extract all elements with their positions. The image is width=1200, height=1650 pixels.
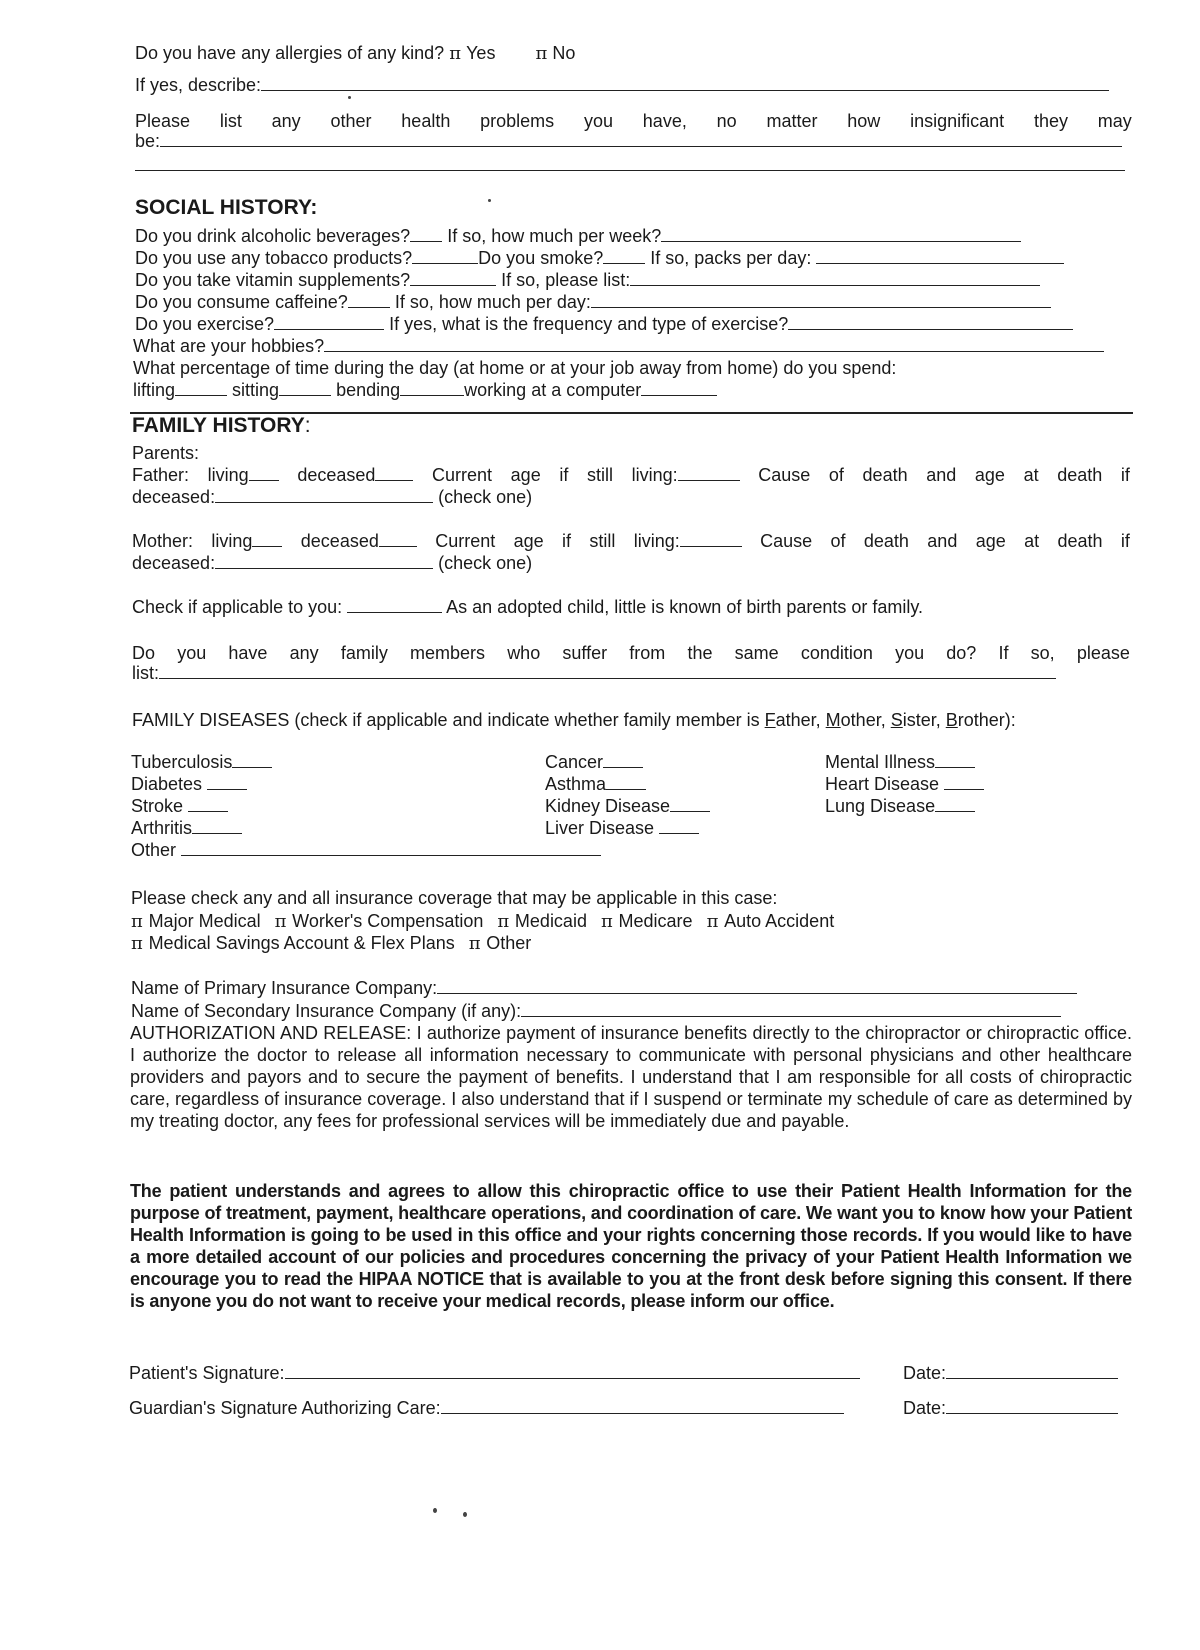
parents-label: Parents: [132,443,200,463]
family-diseases-heading: FAMILY DISEASES (check if applicable and indicate whether family member is Father, Mother, Sister, Brother): [132,710,1016,730]
family-members-word: so, [1030,643,1055,663]
allergies-question: Do you have any allergies of any kind? [135,43,445,63]
disease-label: Stroke [131,796,189,816]
adopted-line [132,596,923,618]
insurance-prompt: Please check any and all insurance coverage that may be applicable in this case: [131,888,778,908]
computer-field[interactable] [641,379,717,396]
father-word: Cause [758,465,811,485]
disease-label: Other [131,840,182,860]
computer-label: working at a computer [464,380,642,400]
hobbies-field[interactable] [324,335,1104,352]
social-history-heading: SOCIAL HISTORY: [135,196,318,219]
insurance-option-label: Medical Savings Account & Flex Plans [148,933,455,953]
disease-field[interactable] [944,773,984,790]
father-word: if [1120,465,1130,485]
family-history-heading: FAMILY HISTORY: [132,414,311,437]
health-problems-words [135,110,1132,132]
insurance-option-label: Major Medical [148,911,261,931]
health-problems-word: how [847,111,881,131]
disease-field[interactable] [232,751,272,768]
disease-label: Diabetes [131,774,208,794]
bending-label: bending [336,380,401,400]
authorization-paragraph: AUTHORIZATION AND RELEASE: I authorize payment of insurance benefits directly to the chiropractor or chiropractic office. I authorize the doctor to release all information necessary to communicate with personal physicians and other healthcare providers and payors and to secure the payment of benefits. I understand that I am responsible for all costs of chiropractic care, regardless of insurance coverage. I also understand that if I suspend or terminate my schedule of care as determined by my treating doctor, any fees for professional services will be immediately due and payable. [130,1023,1132,1131]
disease-field[interactable] [659,817,699,834]
insurance-checkbox[interactable]: π [600,911,619,932]
health-problems-word: no [716,111,737,131]
guardian-signature-line [129,1397,844,1419]
guardian-signature-label: Guardian's Signature Authorizing Care: [129,1398,441,1418]
disease-label: Mental Illness [825,752,936,772]
father-word: age [974,465,1005,485]
disease-field[interactable] [670,795,710,812]
mother-word: Mother: [132,531,194,551]
disease-row [545,773,646,795]
family-members-field[interactable] [159,662,1056,679]
allergy-describe-label: If yes, describe: [135,75,262,95]
hobbies-question: What are your hobbies? [133,336,325,356]
exercise-line [135,313,1073,335]
mother-word: at [1024,531,1040,551]
sitting-label: sitting [232,380,280,400]
disease-label: Heart Disease [825,774,945,794]
caffeine-field[interactable] [348,291,390,308]
allergies-line [135,42,575,65]
insurance-options-row-1 [131,910,848,933]
father-word: age [510,465,541,485]
vitamin-list-label: If so, please list: [501,270,631,290]
mother-field[interactable] [680,530,742,547]
tobacco-field[interactable] [412,247,478,264]
packs-field[interactable] [816,247,1064,264]
scan-speck [488,199,491,202]
vitamin-list-field[interactable] [630,269,1040,286]
mother-word: Cause [760,531,813,551]
father-deceased-line [132,486,532,508]
adopted-field[interactable] [347,596,442,613]
secondary-insurance-field[interactable] [521,1000,1061,1017]
time-percentage-line [133,379,717,401]
insurance-option[interactable] [131,911,261,931]
mother-field[interactable] [252,530,282,547]
insurance-options-row-2 [131,932,545,955]
scan-speck [348,96,351,99]
allergy-describe-field[interactable] [261,74,1109,91]
insurance-option-label: Other [486,933,532,953]
patient-signature-line [129,1362,860,1384]
father-check-one: (check one) [438,487,533,507]
mother-cause-field[interactable] [215,552,433,569]
caffeine-question: Do you consume caffeine? [135,292,348,312]
health-problems-word: other [330,111,372,131]
father-word: and [926,465,957,485]
health-problems-word: Please [135,111,191,131]
insurance-option-label: Worker's Compensation [292,911,484,931]
disease-label: Kidney Disease [545,796,671,816]
father-field[interactable] [375,464,413,481]
allergy-yes-label: Yes [466,43,496,63]
secondary-insurance-line [131,1000,1061,1022]
disease-row [545,751,643,773]
insurance-option-label: Medicaid [514,911,587,931]
patient-date-label: Date: [903,1363,947,1383]
family-members-word: suffer [562,643,608,663]
exercise-frequency-field[interactable] [788,313,1073,330]
packs-question: If so, packs per day: [650,248,812,268]
health-problems-tail: be: [135,131,161,151]
insurance-option[interactable] [601,911,693,931]
insurance-option[interactable] [131,933,455,953]
health-problems-tail-line [135,130,1122,152]
disease-field[interactable] [603,751,643,768]
father-word: living [208,464,279,486]
exercise-frequency-label: If yes, what is the frequency and type of exercise? [389,314,789,334]
insurance-checkbox[interactable]: π [131,911,149,932]
disease-label: Liver Disease [545,818,660,838]
guardian-date-field[interactable] [946,1397,1118,1414]
allergy-no-checkbox[interactable]: π [535,43,548,64]
insurance-option-label: Auto Accident [724,911,835,931]
father-word: Father: [132,465,190,485]
vitamin-question: Do you take vitamin supplements? [135,270,411,290]
smoke-field[interactable] [603,247,645,264]
mother-deceased-label: deceased: [132,553,216,573]
father-word: living: [632,464,740,486]
insurance-checkbox[interactable]: π [468,933,487,954]
primary-insurance-line [131,977,1077,999]
hobbies-line [133,335,1104,357]
family-members-word: condition [800,643,873,663]
alcohol-question: Do you drink alcoholic beverages? [135,226,411,246]
family-members-word: members [410,643,486,663]
family-members-word: who [507,643,541,663]
mother-word: age [975,531,1006,551]
hipaa-paragraph: The patient understands and agrees to allow this chiropractic office to use their Patient Health Information for the purpose of treatment, payment, healthcare operations, and coordination of care. We want you to know how your Patient Health Information is going to be used in this office and your rights concerning those records. If you would like to have a more detailed account of our policies and procedures concerning the privacy of your Patient Health Information we encourage you to read the HIPAA NOTICE that is available to you at the front desk before signing this consent. If there is anyone you do not want to receive your medical records, please inform our office. [130,1181,1132,1311]
mother-word: living: [634,530,742,552]
disease-field[interactable] [606,773,646,790]
family-members-word: from [629,643,666,663]
tobacco-question: Do you use any tobacco products? [135,248,413,268]
mother-word: of [830,531,846,551]
insurance-checkbox[interactable]: π [131,933,149,954]
family-members-line [132,642,1130,664]
insurance-option-label: Medicare [618,911,693,931]
alcohol-amount-field[interactable] [661,225,1021,242]
mother-deceased-line [132,552,532,574]
primary-insurance-field[interactable] [437,977,1077,994]
patient-signature-field[interactable] [285,1362,860,1379]
disease-row [545,795,710,817]
health-problems-word: any [271,111,301,131]
alcohol-line [135,225,1021,247]
scan-speck [433,1508,437,1513]
father-word: Current [432,465,493,485]
mother-word: death [1057,531,1103,551]
lifting-field[interactable] [175,379,227,396]
caffeine-line [135,291,1051,313]
insurance-option[interactable] [707,911,835,931]
smoke-question: Do you smoke? [478,248,604,268]
health-problems-field[interactable] [160,130,1122,147]
health-problems-word: they [1033,111,1068,131]
patient-date-line [903,1362,1118,1384]
alcohol-amount-label: If so, how much per week? [447,226,662,246]
disease-row [131,839,601,861]
caffeine-amount-label: If so, how much per day: [394,292,591,312]
father-word: death [1057,465,1103,485]
father-line [132,464,1130,486]
patient-date-field[interactable] [946,1362,1118,1379]
father-word: if [559,465,569,485]
father-cause-field[interactable] [215,486,433,503]
father-word: still [586,465,613,485]
sitting-field[interactable] [279,379,331,396]
disease-field[interactable] [935,751,975,768]
family-members-tail: list: [132,663,159,683]
disease-label: Cancer [545,752,604,772]
disease-field[interactable] [935,795,975,812]
insurance-checkbox[interactable]: π [706,911,725,932]
mother-word: deceased [301,530,417,552]
health-problems-field-2[interactable] [135,170,1125,171]
disease-label: Lung Disease [825,796,936,816]
family-members-word: Do [132,643,156,663]
secondary-insurance-label: Name of Secondary Insurance Company (if any): [131,1001,522,1021]
caffeine-amount-field[interactable] [591,291,1051,308]
disease-field[interactable] [192,817,242,834]
family-members-word: please [1076,643,1130,663]
allergy-describe-line [135,74,1109,96]
insurance-checkbox[interactable]: π [274,911,293,932]
mother-word: living [211,530,282,552]
mother-word: and [927,531,958,551]
lifting-label: lifting [133,380,176,400]
mother-check-one: (check one) [438,553,533,573]
father-word: death [862,465,908,485]
disease-field[interactable] [181,839,601,856]
family-members-tail-line [132,662,1056,684]
father-word: at [1023,465,1039,485]
family-members-word: same [734,643,779,663]
disease-row [131,751,272,773]
health-problems-word: may [1097,111,1132,131]
father-field[interactable] [678,464,740,481]
insurance-option[interactable] [469,933,532,953]
family-members-word: If [998,643,1009,663]
family-members-word: the [687,643,713,663]
mother-word: Current [435,531,496,551]
disease-row [131,773,247,795]
patient-signature-label: Patient's Signature: [129,1363,285,1383]
guardian-date-label: Date: [903,1398,947,1418]
father-field[interactable] [249,464,279,481]
family-members-word: family [340,643,388,663]
allergy-yes-checkbox[interactable]: π [449,43,462,64]
father-word: deceased [297,464,413,486]
father-deceased-label: deceased: [132,487,216,507]
family-members-word: any [289,643,319,663]
health-problems-word: health [401,111,451,131]
guardian-date-line [903,1397,1118,1419]
mother-word: age [513,531,544,551]
insurance-option[interactable] [275,911,484,931]
family-members-word: you [895,643,925,663]
tobacco-line [135,247,1064,269]
disease-row [131,795,228,817]
adopted-text: As an adopted child, little is known of birth parents or family. [446,597,924,617]
mother-field[interactable] [379,530,417,547]
mother-word: if [562,531,572,551]
health-problems-word: matter [766,111,818,131]
health-problems-word: problems [480,111,555,131]
allergy-no-label: No [552,43,576,63]
exercise-field[interactable] [274,313,384,330]
mother-line [132,530,1130,552]
insurance-checkbox[interactable]: π [497,911,515,932]
disease-row [825,773,984,795]
disease-label: Asthma [545,774,607,794]
mother-word: if [1120,531,1130,551]
disease-label: Arthritis [131,818,193,838]
health-problems-word: insignificant [910,111,1005,131]
primary-insurance-label: Name of Primary Insurance Company: [131,978,438,998]
alcohol-field[interactable] [410,225,442,242]
disease-row [825,751,975,773]
scan-speck [463,1512,467,1517]
disease-field[interactable] [207,773,247,790]
family-members-word: do? [946,643,977,663]
family-members-word: you [177,643,207,663]
mother-word: death [863,531,909,551]
exercise-question: Do you exercise? [135,314,275,334]
health-problems-word: list [219,111,242,131]
applicable-label: Check if applicable to you: [132,597,343,617]
family-members-word: have [228,643,268,663]
health-problems-word: have, [642,111,687,131]
father-word: of [828,465,844,485]
insurance-option[interactable] [497,911,587,931]
mother-word: still [589,531,616,551]
disease-label: Tuberculosis [131,752,233,772]
disease-row [545,817,699,839]
guardian-signature-field[interactable] [441,1397,844,1414]
disease-field[interactable] [188,795,228,812]
time-percentage-question: What percentage of time during the day (at home or at your job away from home) do you spend: [133,358,897,378]
disease-row [825,795,975,817]
health-problems-word: you [583,111,613,131]
vitamin-field[interactable] [410,269,496,286]
vitamin-line [135,269,1040,291]
bending-field[interactable] [400,379,464,396]
disease-row [131,817,242,839]
